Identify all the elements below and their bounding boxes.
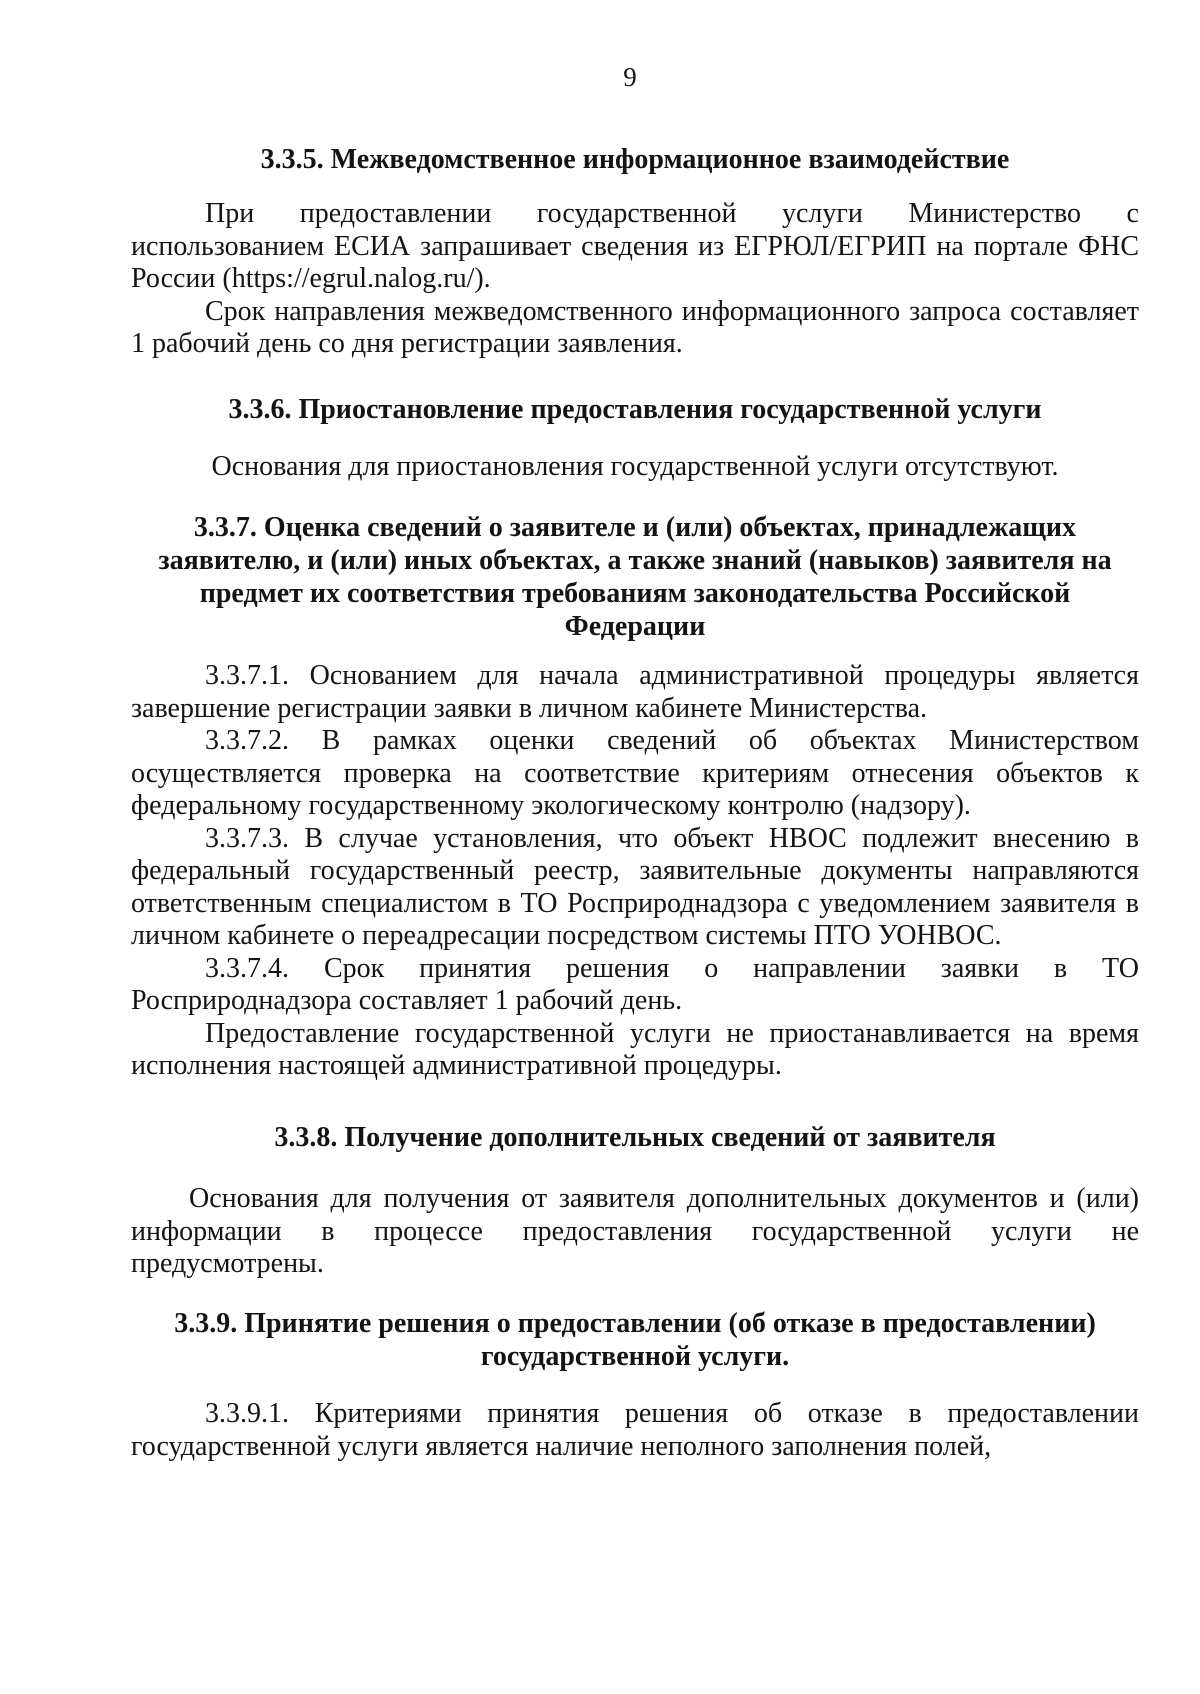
- section-3-3-7: [131, 511, 1139, 643]
- paragraph: Срок направления межведомственного информационного запроса составляет 1 рабочий день со дня регистрации заявления.: [131, 295, 1139, 359]
- paragraph: Предоставление государственной услуги не приостанавливается на время исполнения настоящей административной процедуры.: [131, 1017, 1139, 1081]
- section-body: [131, 1398, 1139, 1463]
- paragraph: 3.3.7.2. В рамках оценки сведений об объектах Министерством осуществляется проверка на соответствие критериям отнесения объектов к федеральному государственному экологическому контролю (надзору).: [131, 725, 1139, 821]
- paragraph: Основания для приостановления государственной услуги отсутствуют.: [211, 451, 1059, 482]
- paragraph: 3.3.7.1. Основанием для начала административной процедуры является завершение регистрации заявки в личном кабинете Министерства.: [131, 660, 1139, 724]
- section-body: [131, 660, 1139, 1083]
- section-heading: 3.3.9. Принятие решения о предоставлении (об отказе в предоставлении) государственной услуги.: [174, 1308, 1096, 1372]
- paragraph: 3.3.9.1. Критериями принятия решения об отказе в предоставлении государственной услуги является наличие неполного заполнения полей,: [131, 1398, 1139, 1462]
- paragraph: 3.3.7.4. Срок принятия решения о направлении заявки в ТО Росприроднадзора составляет 1 рабочий день.: [131, 952, 1139, 1016]
- section-heading: 3.3.5. Межведомственное информационное взаимодействие: [260, 144, 1010, 175]
- section-heading: 3.3.7. Оценка сведений о заявителе и (или) объектах, принадлежащих заявителю, и (или) иных объектах, а также знаний (навыков) заявителя на предмет их соответствия требованиям законодательства Российской Федерации: [158, 512, 1112, 642]
- paragraph: 3.3.7.3. В случае установления, что объект НВОС подлежит внесению в федеральный государственный реестр, заявительные документы направляются ответственным специалистом в ТО Росприроднадзора с уведомлением заявителя в личном кабинете о переадресации посредством системы ПТО УОНВОС.: [131, 822, 1139, 951]
- paragraph: При предоставлении государственной услуги Министерство с использованием ЕСИА запрашивает сведения из ЕГРЮЛ/ЕГРИП на портале ФНС России (https://egrul.nalog.ru/).: [131, 198, 1139, 294]
- page-number: 9: [623, 62, 637, 92]
- section-body: [131, 1183, 1139, 1281]
- section-heading: 3.3.8. Получение дополнительных сведений от заявителя: [274, 1122, 996, 1153]
- section-body: [131, 451, 1139, 484]
- section-3-3-5: [131, 143, 1139, 176]
- section-body: [131, 198, 1139, 361]
- section-3-3-8: [131, 1121, 1139, 1154]
- section-3-3-9: [131, 1307, 1139, 1373]
- section-3-3-6: [131, 393, 1139, 426]
- paragraph: Основания для получения от заявителя дополнительных документов и (или) информации в процессе предоставления государственной услуги не предусмотрены.: [131, 1183, 1139, 1279]
- section-heading: 3.3.6. Приостановление предоставления государственной услуги: [228, 394, 1042, 425]
